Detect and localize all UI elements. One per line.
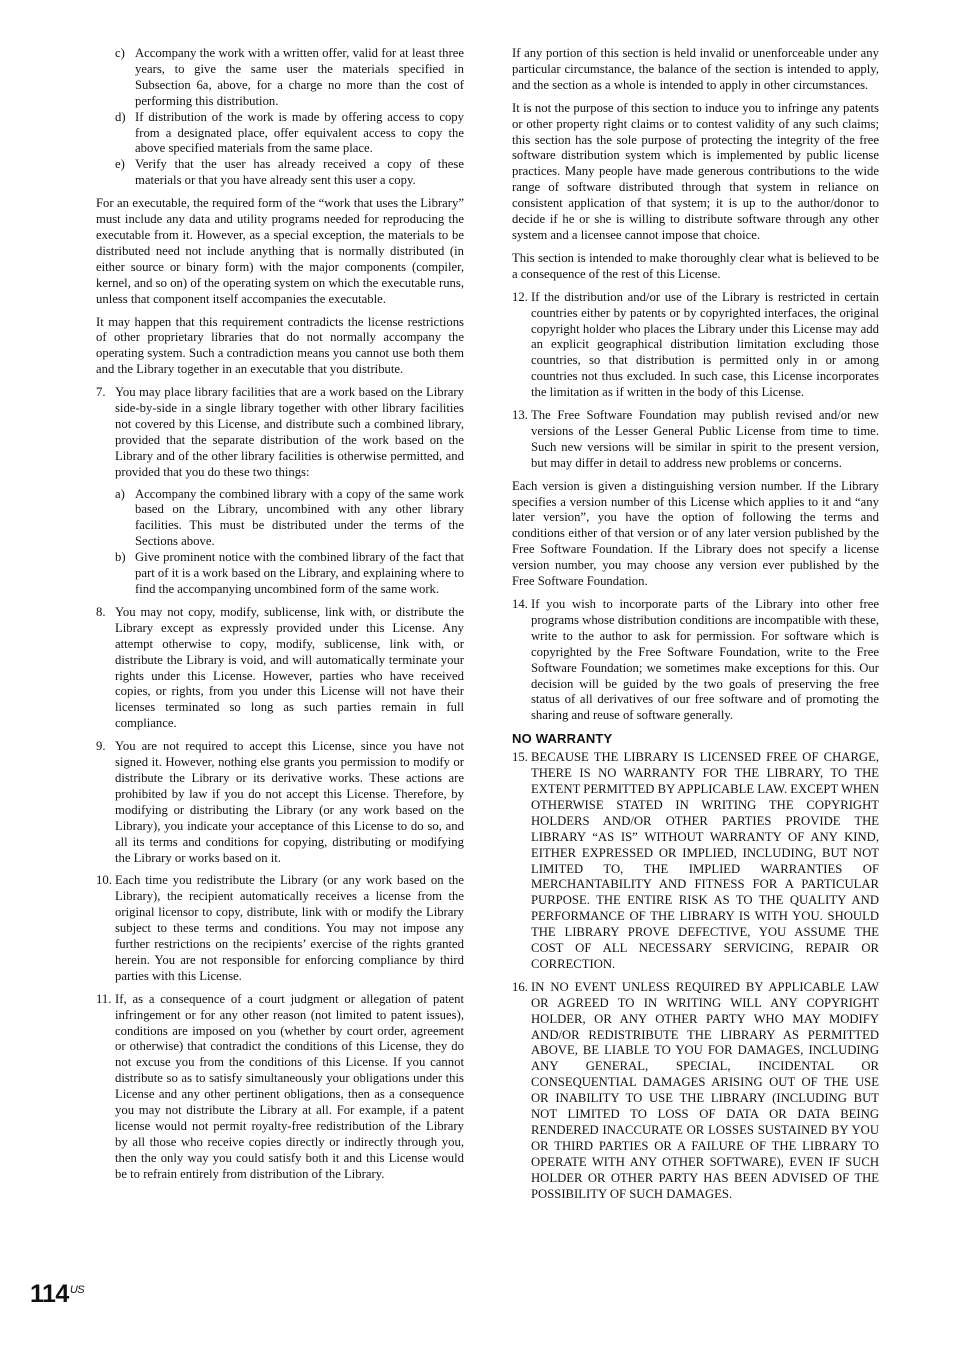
clause-15 [512,750,879,973]
right-column [512,46,879,1210]
clause-number: 13. [512,408,528,423]
clause-number: 11. [96,991,112,1006]
paragraph-executable: For an executable, the required form of the “work that uses the Library” must include any data and utility programs needed for reproducing the executable from it. However, as a special exception, the materials to be distributed need not include anything that is normally distributed (in either source or binary form) with the major components (compiler, kernel, and so on) of the operating system on which the executable runs, unless that component itself accompanies the executable. [96,196,464,306]
subsection-list-7 [96,487,464,598]
clause-7 [96,385,464,480]
clause-number: 7. [96,385,106,400]
page-number-suffix: US [69,1284,85,1296]
item-label: e) [115,157,125,172]
clause-text: Each time you redistribute the Library (or any work based on the Library), the recipient automatically receives a license from the original licensor to copy, distribute, link with or modify the Library subject to these terms and conditions. You may not impose any further restrictions on the recipients’ exercise of the rights granted herein. You are not responsible for enforcing compliance by third parties with this License. [115,873,464,983]
clause-number: 12. [512,289,528,304]
list-item [96,110,464,158]
clause-text: IN NO EVENT UNLESS REQUIRED BY APPLICABLE LAW OR AGREED TO IN WRITING WILL ANY COPYRIGHT HOLDER, OR ANY OTHER PARTY WHO MAY MODIFY AND/OR REDISTRIBUTE THE LIBRARY AS PERMITTED ABOVE, BE LIABLE TO YOU FOR DAMAGES, INCLUDING ANY GENERAL, SPECIAL, INCIDENTAL OR CONSEQUENTIAL DAMAGES ARISING OUT OF THE USE OR INABILITY TO USE THE LIBRARY (INCLUDING BUT NOT LIMITED TO LOSS OF DATA OR DATA BEING RENDERED INACCURATE OR LOSSES SUSTAINED BY YOU OR THIRD PARTIES OR A FAILURE OF THE LIBRARY TO OPERATE WITH ANY OTHER SOFTWARE), EVEN IF SUCH HOLDER OR OTHER PARTY HAS BEEN ADVISED OF THE POSSIBILITY OF SUCH DAMAGES. [531,979,879,1201]
clause-12 [512,290,879,401]
clause-8 [96,605,464,732]
left-column [96,46,464,1190]
clause-text: BECAUSE THE LIBRARY IS LICENSED FREE OF CHARGE, THERE IS NO WARRANTY FOR THE LIBRARY, TO THE EXTENT PERMITTED BY APPLICABLE LAW. EXCEPT WHEN OTHERWISE STATED IN WRITING THE COPYRIGHT HOLDERS AND/OR OTHER PARTIES PROVIDE THE LIBRARY “AS IS” WITHOUT WARRANTY OF ANY KIND, EITHER EXPRESSED OR IMPLIED, INCLUDING, BUT NOT LIMITED TO, THE IMPLIED WARRANTIES OF MERCHANTABILITY AND FITNESS FOR A PARTICULAR PURPOSE. THE ENTIRE RISK AS TO THE QUALITY AND PERFORMANCE OF THE LIBRARY IS WITH YOU. SHOULD THE LIBRARY PROVE DEFECTIVE, YOU ASSUME THE COST OF ALL NECESSARY SERVICING, REPAIR OR CORRECTION. [531,750,880,971]
list-item [96,46,464,110]
clause-16 [512,980,879,1203]
clause-9 [96,739,464,866]
clause-14 [512,597,879,724]
clause-number: 10. [96,873,112,888]
clause-number: 9. [96,739,106,754]
clause-number: 15. [512,750,528,765]
item-text: Verify that the user has already received a copy of these materials or that you have already sent this user a copy. [135,157,464,188]
page-number-value: 114 [30,1280,69,1308]
item-label: c) [115,46,125,60]
item-text: Accompany the work with a written offer, valid for at least three years, to give the same user the materials specified in Subsection 6a, above, for a charge no more than the cost of performing this distribution. [135,46,464,108]
paragraph-contradicts: It may happen that this requirement contradicts the license restrictions of other proprietary libraries that do not normally accompany the operating system. Such a contradiction means you cannot use both them and the Library together in an executable that you distribute. [96,314,464,377]
list-item [96,487,464,551]
paragraph-purpose: It is not the purpose of this section to induce you to infringe any patents or other property right claims or to contest validity of any such claims; this section has the sole purpose of protecting the integrity of the free software distribution system which is implemented by public license practices. Many people have made generous contributions to the wide range of software distributed through that system in reliance on consistent application of that system; it is up to the author/donor to decide if he or she is willing to distribute software through any other system and a licensee cannot impose that choice. [512,100,879,242]
clause-text: If the distribution and/or use of the Library is restricted in certain countries either by patents or by copyrighted interfaces, the original copyright holder who places the Library under this License may add an explicit geographical distribution limitation excluding those countries, so that distribution is permitted only in or among countries not thus excluded. In such case, this License incorporates the limitation as if written in the body of this License. [531,289,879,400]
clause-number: 8. [96,604,106,619]
clause-13 [512,408,879,472]
clause-10 [96,873,464,984]
paragraph-version: Each version is given a distinguishing version number. If the Library specifies a version number of this License which applies to it and “any later version”, you have the option of following the terms and conditions either of that version or of any later version published by the Free Software Foundation. If the Library does not specify a license version number, you may choose any version ever published by the Free Software Foundation. [512,478,879,589]
subsection-list-6 [96,46,464,189]
clause-text: You may place library facilities that are a work based on the Library side-by-side in a single library together with other library facilities not covered by this License, and distribute such a combined library, provided that the separate distribution of the work based on the Library and of the other library facilities is otherwise permitted, and provided that you do these two things: [115,385,464,479]
item-text: If distribution of the work is made by offering access to copy from a designated place, offer equivalent access to copy the above specified materials from the same place. [135,109,464,156]
paragraph-thorough: This section is intended to make thoroughly clear what is believed to be a consequence of the rest of this License. [512,250,879,281]
clause-text: You are not required to accept this License, since you have not signed it. However, nothing else grants you permission to modify or distribute the Library or its derivative works. These actions are prohibited by law if you do not accept this License. Therefore, by modifying or distributing the Library (or any work based on the Library), you indicate your acceptance of this License to do so, and all its terms and conditions for copying, distributing or modifying the Library or works based on it. [115,739,464,865]
item-text: Accompany the combined library with a copy of the same work based on the Library, uncombined with any other library facilities. This must be distributed under the terms of the Sections above. [135,486,464,549]
item-label: b) [115,550,126,565]
list-item [96,157,464,189]
clause-number: 14. [512,597,528,611]
clause-number: 16. [512,979,528,994]
clause-11 [96,992,464,1183]
clause-text: If you wish to incorporate parts of the Library into other free programs whose distribution conditions are incompatible with these, write to the author to ask for permission. For software which is copyrighted by the Free Software Foundation, write to the Free Software Foundation; we sometimes make exceptions for this. Our decision will be guided by the two goals of preserving the free status of all derivatives of our free software and of promoting the sharing and reuse of software generally. [531,597,879,723]
item-label: d) [115,109,126,124]
item-text: Give prominent notice with the combined library of the fact that part of it is a work based on the Library, and explaining where to find the accompanying uncombined form of the same work. [135,550,464,596]
list-item [96,550,464,598]
clause-text: You may not copy, modify, sublicense, link with, or distribute the Library except as expressly provided under this License. Any attempt otherwise to copy, modify, sublicense, link with, or distribute the Library is void, and will automatically terminate your rights under this License. However, parties who have received copies, or rights, from you under this License will not have their licenses terminated so long as such parties remain in full compliance. [115,604,464,731]
clause-text: The Free Software Foundation may publish revised and/or new versions of the Lesser General Public License from time to time. Such new versions will be similar in spirit to the present version, but may differ in detail to address new problems or concerns. [531,408,879,470]
item-label: a) [115,486,125,501]
paragraph-invalid: If any portion of this section is held invalid or unenforceable under any particular circumstance, the balance of the section is intended to apply, and the section as a whole is intended to apply in other circumstances. [512,46,879,92]
section-heading-no-warranty: NO WARRANTY [512,731,613,747]
page-number [30,1280,84,1309]
clause-text: If, as a consequence of a court judgment or allegation of patent infringement or for any other reason (not limited to patent issues), conditions are imposed on you (whether by court order, agreement or otherwise) that contradict the conditions of this License, they do not excuse you from the conditions of this License. If you cannot distribute so as to satisfy simultaneously your obligations under this License and any other pertinent obligations, then as a consequence you may not distribute the Library at all. For example, if a patent license would not permit royalty-free redistribution of the Library by all those who receive copies directly or indirectly through you, then the only way you could satisfy both it and this License would be to refrain entirely from distribution of the Library. [115,991,464,1181]
